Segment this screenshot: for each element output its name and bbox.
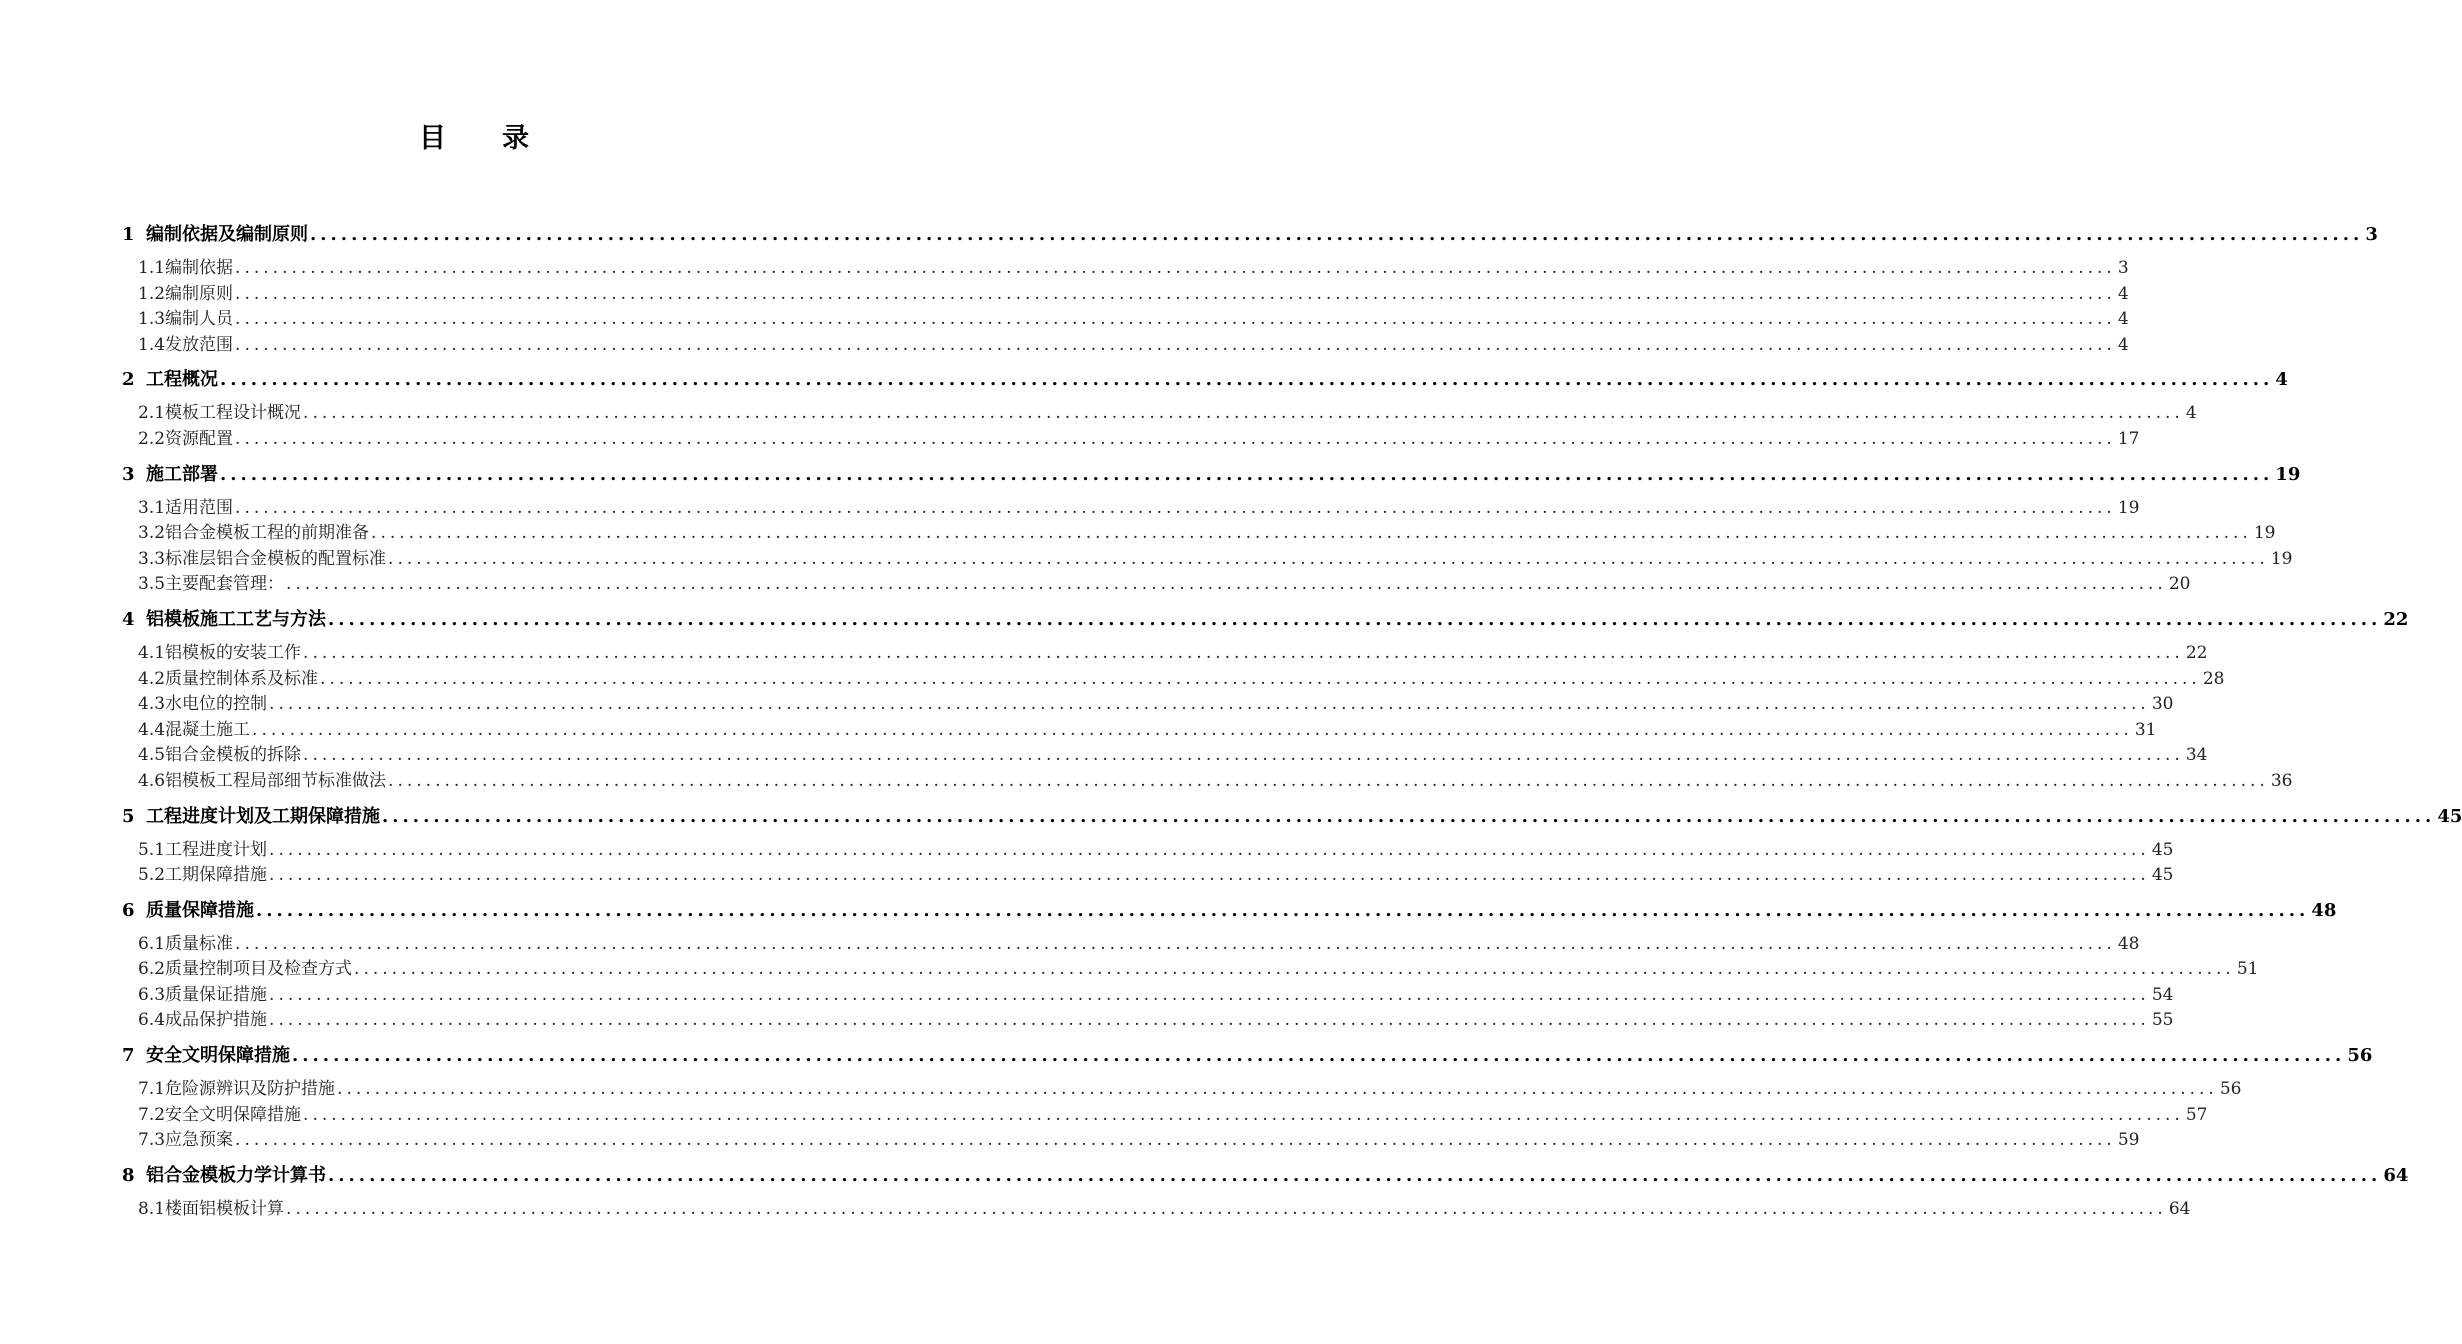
toc-leader-dots: ........................................................................................................................................................................................................ — [235, 497, 2116, 518]
toc-chapter-label — [122, 1043, 290, 1069]
toc-leader-dots: ........................................................................................................................................................................................................ — [269, 839, 2150, 860]
toc-page-number: 36 — [2270, 770, 2293, 791]
toc-section-item[interactable] — [122, 256, 2129, 282]
toc-section-title: 7.1危险源辨识及防护措施 — [138, 1079, 336, 1100]
toc-page-number: 3 — [2117, 258, 2129, 278]
toc-page-number: 19 — [2117, 497, 2140, 518]
toc-page-number: 17 — [2117, 428, 2140, 449]
toc-chapter-number: 3 — [122, 463, 135, 485]
toc-page-number: 30 — [2151, 694, 2174, 715]
toc-chapter-title: 铝合金模板力学计算书 — [146, 1164, 326, 1186]
toc-chapter-label — [122, 462, 218, 488]
toc-chapter-1[interactable] — [122, 222, 2378, 248]
toc-chapter-title: 质量保障措施 — [146, 899, 254, 921]
toc-chapter-title: 工程进度计划及工期保障措施 — [146, 805, 380, 827]
table-of-contents — [122, 222, 2462, 1222]
toc-page-number: 19 — [2275, 463, 2301, 485]
toc-section-item[interactable] — [122, 1197, 2191, 1223]
toc-page-number: 57 — [2185, 1104, 2208, 1125]
title-char-right: 录 — [502, 123, 531, 154]
toc-leader-dots: ........................................................................................................................................................................................................ — [371, 523, 2252, 544]
toc-chapter-6[interactable] — [122, 898, 2337, 924]
toc-section-title: 2.1模板工程设计概况 — [138, 403, 302, 424]
toc-section-item[interactable] — [122, 521, 2276, 547]
toc-leader-dots: ........................................................................................................................................................................................................ — [252, 719, 2133, 740]
toc-page-number: 56 — [2219, 1079, 2242, 1100]
toc-leader-dots: ........................................................................................................................................................................................................ — [354, 959, 2235, 980]
toc-page-number: 31 — [2134, 719, 2157, 740]
toc-section-title: 7.3应急预案 — [138, 1130, 234, 1151]
toc-chapter-label — [122, 804, 380, 830]
toc-chapter-number: 7 — [122, 1045, 135, 1067]
toc-leader-dots: ........................................................................................................................................................................................................ — [310, 224, 2364, 245]
toc-chapter-title: 施工部署 — [146, 463, 218, 485]
toc-section-item[interactable] — [122, 667, 2225, 693]
toc-section-item[interactable] — [122, 1008, 2174, 1034]
toc-page-number: 3 — [2365, 224, 2378, 245]
toc-section-title: 1.4发放范围 — [138, 334, 234, 355]
toc-section-title: 4.6铝模板工程局部细节标准做法 — [138, 770, 387, 791]
toc-leader-dots: ........................................................................................................................................................................................................ — [235, 334, 2116, 355]
toc-page-number: 51 — [2236, 959, 2259, 980]
toc-page-number: 4 — [2275, 369, 2288, 391]
toc-leader-dots: ........................................................................................................................................................................................................ — [269, 694, 2150, 715]
toc-chapter-8[interactable] — [122, 1163, 2409, 1189]
toc-section-title: 1.3编制人员 — [138, 309, 234, 330]
toc-section-title: 4.1铝模板的安装工作 — [138, 642, 302, 663]
toc-page-number: 20 — [2168, 574, 2191, 595]
toc-section-item[interactable] — [122, 641, 2208, 667]
toc-chapter-number: 8 — [122, 1164, 135, 1186]
toc-section-title: 4.2质量控制体系及标准 — [138, 668, 319, 689]
toc-page-number: 54 — [2151, 984, 2174, 1005]
toc-chapter-label — [122, 1163, 326, 1189]
toc-chapter-title: 编制依据及编制原则 — [146, 224, 308, 245]
toc-section-item[interactable] — [122, 718, 2157, 744]
toc-section-item[interactable] — [122, 401, 2197, 427]
toc-page-number: 19 — [2270, 548, 2293, 569]
toc-chapter-title: 工程概况 — [146, 369, 218, 391]
toc-leader-dots: ........................................................................................................................................................................................................ — [235, 1130, 2116, 1151]
toc-leader-dots: ........................................................................................................................................................................................................ — [235, 283, 2116, 304]
toc-section-title: 4.5铝合金模板的拆除 — [138, 745, 302, 766]
toc-page-number: 34 — [2185, 745, 2208, 766]
toc-section-title: 3.3标准层铝合金模板的配置标准 — [138, 548, 387, 569]
toc-leader-dots: ........................................................................................................................................................................................................ — [220, 369, 2274, 391]
toc-leader-dots: ........................................................................................................................................................................................................ — [382, 805, 2436, 827]
toc-leader-dots: ........................................................................................................................................................................................................ — [328, 1164, 2382, 1186]
toc-page-number: 59 — [2117, 1130, 2140, 1151]
toc-section-title: 4.3水电位的控制 — [138, 694, 268, 715]
toc-section-title: 5.1工程进度计划 — [138, 839, 268, 860]
toc-section-item[interactable] — [122, 1128, 2140, 1154]
toc-leader-dots: ........................................................................................................................................................................................................ — [303, 403, 2184, 424]
toc-chapter-number: 2 — [122, 369, 135, 391]
toc-leader-dots: ........................................................................................................................................................................................................ — [337, 1079, 2218, 1100]
toc-section-item[interactable] — [122, 863, 2174, 889]
toc-section-item[interactable] — [122, 769, 2293, 795]
toc-section-item[interactable] — [122, 496, 2140, 522]
toc-leader-dots: ........................................................................................................................................................................................................ — [269, 1010, 2150, 1031]
toc-leader-dots: ........................................................................................................................................................................................................ — [235, 933, 2116, 954]
toc-section-item[interactable] — [122, 743, 2208, 769]
toc-page-number: 4 — [2185, 403, 2197, 424]
toc-chapter-label — [122, 607, 326, 633]
toc-chapter-4[interactable] — [122, 607, 2409, 633]
toc-section-title: 6.1质量标准 — [138, 933, 234, 954]
toc-chapter-5[interactable] — [122, 804, 2462, 830]
toc-section-title: 1.2编制原则 — [138, 283, 234, 304]
title-char-left: 目 — [419, 123, 448, 154]
toc-page-number: 45 — [2151, 839, 2174, 860]
toc-chapter-title: 安全文明保障措施 — [146, 1045, 290, 1067]
toc-section-item[interactable] — [122, 427, 2140, 453]
toc-page-number: 64 — [2168, 1198, 2191, 1219]
toc-leader-dots: ........................................................................................................................................................................................................ — [286, 574, 2167, 595]
toc-section-item[interactable] — [122, 1077, 2242, 1103]
toc-page-number: 28 — [2202, 668, 2225, 689]
toc-section-item[interactable] — [122, 572, 2191, 598]
toc-leader-dots: ........................................................................................................................................................................................................ — [320, 668, 2201, 689]
toc-section-title: 3.1适用范围 — [138, 497, 234, 518]
toc-leader-dots: ........................................................................................................................................................................................................ — [388, 548, 2269, 569]
toc-chapter-number: 4 — [122, 608, 135, 630]
page-title — [0, 116, 950, 155]
toc-page-number: 55 — [2151, 1010, 2174, 1031]
toc-leader-dots: ........................................................................................................................................................................................................ — [292, 1045, 2346, 1067]
toc-section-title: 7.2安全文明保障措施 — [138, 1104, 302, 1125]
toc-section-item[interactable] — [122, 838, 2174, 864]
toc-section-item[interactable] — [122, 1103, 2208, 1129]
toc-page-number: 64 — [2383, 1164, 2409, 1186]
toc-section-title: 4.4混凝土施工 — [138, 719, 251, 740]
toc-section-title: 6.2质量控制项目及检查方式 — [138, 959, 353, 980]
toc-chapter-label — [122, 222, 308, 248]
toc-page-number: 45 — [2437, 805, 2462, 827]
toc-page-number: 45 — [2151, 865, 2174, 886]
toc-section-title: 8.1楼面铝模板计算 — [138, 1198, 285, 1219]
toc-leader-dots: ........................................................................................................................................................................................................ — [303, 642, 2184, 663]
toc-leader-dots: ........................................................................................................................................................................................................ — [303, 1104, 2184, 1125]
toc-section-item[interactable] — [122, 307, 2129, 333]
toc-section-title: 2.2资源配置 — [138, 428, 234, 449]
toc-leader-dots: ........................................................................................................................................................................................................ — [303, 745, 2184, 766]
toc-chapter-2[interactable] — [122, 367, 2288, 393]
toc-page-number: 56 — [2347, 1045, 2373, 1067]
toc-chapter-label — [122, 367, 218, 393]
toc-page-number: 4 — [2117, 283, 2129, 304]
toc-page-number: 22 — [2383, 608, 2409, 630]
toc-section-title: 3.5主要配套管理： — [138, 574, 285, 595]
toc-page-number: 4 — [2117, 334, 2129, 355]
toc-section-title: 5.2工期保障措施 — [138, 865, 268, 886]
toc-leader-dots: ........................................................................................................................................................................................................ — [256, 899, 2310, 921]
toc-page-number: 22 — [2185, 642, 2208, 663]
toc-leader-dots: ........................................................................................................................................................................................................ — [286, 1198, 2167, 1219]
toc-chapter-number: 1 — [122, 224, 135, 245]
toc-page-number: 19 — [2253, 523, 2276, 544]
toc-chapter-number: 5 — [122, 805, 135, 827]
toc-leader-dots: ........................................................................................................................................................................................................ — [235, 258, 2116, 278]
toc-page-number: 4 — [2117, 309, 2129, 330]
toc-section-item[interactable] — [122, 333, 2129, 359]
toc-section-item[interactable] — [122, 692, 2174, 718]
toc-section-title: 1.1编制依据 — [138, 258, 234, 278]
toc-section-item[interactable] — [122, 282, 2129, 308]
toc-leader-dots: ........................................................................................................................................................................................................ — [328, 608, 2382, 630]
toc-section-item[interactable] — [122, 983, 2174, 1009]
toc-section-item[interactable] — [122, 957, 2259, 983]
toc-section-title: 6.3质量保证措施 — [138, 984, 268, 1005]
toc-chapter-title: 铝模板施工工艺与方法 — [146, 608, 326, 630]
toc-section-title: 6.4成品保护措施 — [138, 1010, 268, 1031]
toc-chapter-label — [122, 898, 254, 924]
toc-page-number: 48 — [2311, 899, 2337, 921]
toc-chapter-3[interactable] — [122, 462, 2301, 488]
toc-leader-dots: ........................................................................................................................................................................................................ — [269, 865, 2150, 886]
toc-section-item[interactable] — [122, 932, 2140, 958]
toc-leader-dots: ........................................................................................................................................................................................................ — [235, 428, 2116, 449]
toc-chapter-7[interactable] — [122, 1043, 2373, 1069]
toc-section-item[interactable] — [122, 547, 2293, 573]
toc-leader-dots: ........................................................................................................................................................................................................ — [269, 984, 2150, 1005]
toc-leader-dots: ........................................................................................................................................................................................................ — [220, 463, 2274, 485]
toc-leader-dots: ........................................................................................................................................................................................................ — [235, 309, 2116, 330]
toc-chapter-number: 6 — [122, 899, 135, 921]
toc-section-title: 3.2铝合金模板工程的前期准备 — [138, 523, 370, 544]
toc-leader-dots: ........................................................................................................................................................................................................ — [388, 770, 2269, 791]
toc-page-number: 48 — [2117, 933, 2140, 954]
